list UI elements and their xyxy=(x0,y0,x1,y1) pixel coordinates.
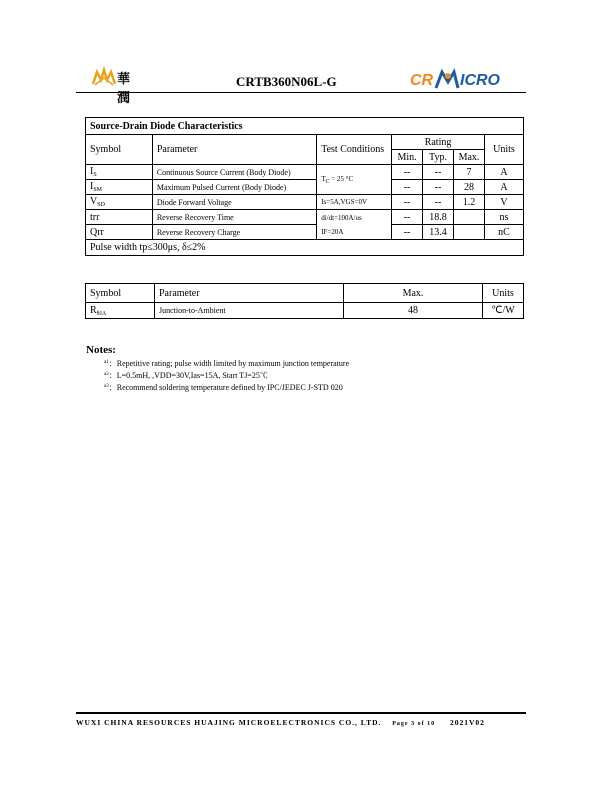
col-header-min: Min. xyxy=(392,150,423,165)
row-units: A xyxy=(484,165,523,180)
svg-text:ICRO: ICRO xyxy=(460,72,500,89)
row-symbol: $I_S$ xyxy=(86,165,153,180)
table-row xyxy=(86,195,524,210)
row-parameter: Reverse Recovery Charge xyxy=(152,225,316,240)
footer-company: WUXI CHINA RESOURCES HUAJING MICROELECTRONICS CO., LTD. xyxy=(76,718,382,727)
company-logo-text: 華潤 xyxy=(117,71,131,105)
row-symbol: $R_{\theta JA}$ xyxy=(86,303,155,319)
header-rule xyxy=(76,92,526,93)
row-max: 7 xyxy=(454,165,485,180)
crmicro-logo-icon xyxy=(410,68,504,90)
row-units: nC xyxy=(484,225,523,240)
col-header-test-conditions: Test Conditions xyxy=(317,135,392,165)
cond-didt: di/dt=100A/us xyxy=(321,213,362,222)
row-max xyxy=(454,210,485,225)
row-units: ns xyxy=(484,210,523,225)
row-symbol: Qrr xyxy=(86,225,153,240)
row-max: 28 xyxy=(454,180,485,195)
row-max xyxy=(454,225,485,240)
row-parameter: Junction-to-Ambient xyxy=(155,303,344,319)
thermal-table xyxy=(85,283,524,319)
row-condition-vsd: Is=5A,VGS=0V xyxy=(317,195,392,210)
crmicro-logo xyxy=(410,68,504,90)
footer xyxy=(76,718,485,727)
col-header-units: Units xyxy=(483,284,524,303)
row-symbol: trr xyxy=(86,210,153,225)
row-max: 48 xyxy=(344,303,483,319)
row-typ: -- xyxy=(423,180,454,195)
row-typ: 18.8 xyxy=(423,210,454,225)
cond-if: IF=20A xyxy=(321,227,344,236)
col-header-parameter: Parameter xyxy=(152,135,316,165)
row-min: -- xyxy=(392,180,423,195)
row-typ: -- xyxy=(423,195,454,210)
table-row xyxy=(86,303,524,319)
row-symbol: $V_{SD}$ xyxy=(86,195,153,210)
footer-version: 2021V02 xyxy=(449,718,485,727)
row-parameter: Continuous Source Current (Body Diode) xyxy=(152,165,316,180)
col-header-units: Units xyxy=(484,135,523,165)
diode-characteristics-table xyxy=(85,117,524,256)
table-row xyxy=(86,210,524,225)
table-title: Source-Drain Diode Characteristics xyxy=(86,118,524,135)
huajing-logo-icon xyxy=(92,66,116,86)
row-units: V xyxy=(484,195,523,210)
notes-title: Notes: xyxy=(86,344,116,356)
col-header-typ: Typ. xyxy=(423,150,454,165)
table-row xyxy=(86,225,524,240)
row-min: -- xyxy=(392,210,423,225)
row-min: -- xyxy=(392,195,423,210)
table-row xyxy=(86,180,524,195)
row-units: ℃/W xyxy=(483,303,524,319)
row-parameter: Reverse Recovery Time xyxy=(152,210,316,225)
col-header-max: Max. xyxy=(344,284,483,303)
part-number: CRTB360N06L-G xyxy=(236,74,337,89)
row-typ: -- xyxy=(423,165,454,180)
row-min: -- xyxy=(392,225,423,240)
row-condition-tc: $T_C = 25$ °C xyxy=(317,165,392,195)
note-item: $^{a3}$：Recommend soldering temperature defined by IPC/JEDEC J-STD 020 xyxy=(104,383,343,392)
row-symbol: $I_{SM}$ xyxy=(86,180,153,195)
company-logo xyxy=(92,66,142,105)
row-max: 1.2 xyxy=(454,195,485,210)
note-item: $^{a2}$：L=0.5mH, ,VDD=30V,Ias=15A, Start TJ=25℃ xyxy=(104,371,268,380)
footer-rule xyxy=(76,712,526,714)
row-parameter: Maximum Pulsed Current (Body Diode) xyxy=(152,180,316,195)
row-typ: 13.4 xyxy=(423,225,454,240)
row-parameter: Diode Forward Voltage xyxy=(152,195,316,210)
pulse-width-footnote: Pulse width tp≤300μs, δ≤2% xyxy=(86,240,524,256)
col-header-parameter: Parameter xyxy=(155,284,344,303)
col-header-symbol: Symbol xyxy=(86,284,155,303)
col-header-rating: Rating xyxy=(392,135,485,150)
note-item: $^{a1}$：Repetitive rating; pulse width limited by maximum junction temperature xyxy=(104,359,350,368)
footer-page: Page 3 of 10 xyxy=(392,721,436,727)
row-units: A xyxy=(484,180,523,195)
col-header-symbol: Symbol xyxy=(86,135,153,165)
table-row xyxy=(86,165,524,180)
row-condition-recovery xyxy=(317,210,392,240)
row-min: -- xyxy=(392,165,423,180)
svg-text:CR: CR xyxy=(410,72,434,89)
col-header-max: Max. xyxy=(454,150,485,165)
